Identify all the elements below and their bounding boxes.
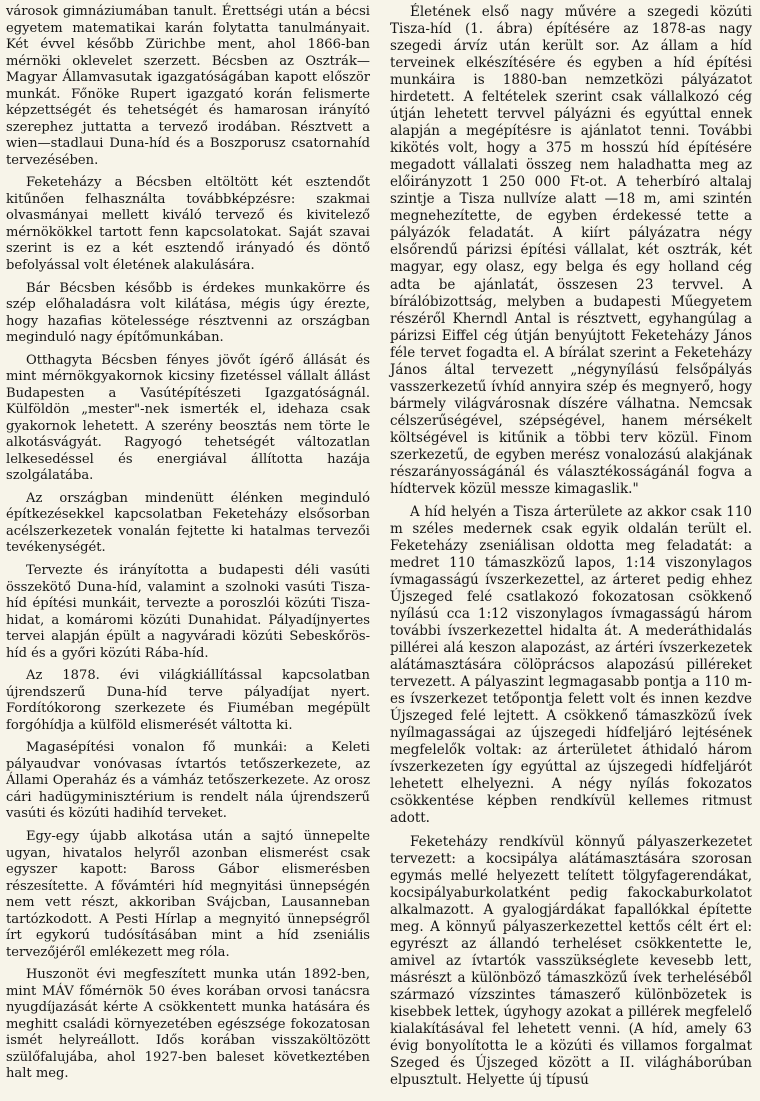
paragraph: Feketeházy rendkívül könnyű pályaszerkezetet tervezett: a kocsipálya alátámasztására szorosan egymás mellé helyezett telített tölgyfagerendákat, kocsipályaburkolatként pedig fakockaburkolatot alkalmazott. A gyalogjárdákat fapallókkal építette meg. A könnyű pályaszerkezettel kettős célt ért el: egyrészt az állandó terheléset csökkentette le, amivel az ívtartók vasszükséglete kevesebb lett, másrészt a különböző támaszközű ívek terheléséből származó vízszintes támaszerő különbözetek is kisebbek lettek, úgyhogy azokat a pillérek megfelelő kialakításával fel lehetett venni. (A híd, amely 63 évig bonyolította le a közúti és villamos forgalmat Szeged és Újszeged között a II. világháborúban elpusztult. Helyette új típusú — [390, 833, 752, 1088]
right-column — [390, 4, 752, 1095]
paragraph: Otthagyta Bécsben fényes jövőt ígérő állását és mint mérnökgyakornok kicsiny fizetéssel vállalt állást Budapesten a Vasútépítészeti Igazgatóságnál. Külföldön „mester"-nek ismerték el, idehaza csak gyakornok lehetett. A szerény beosztás nem törte le alkotásvágyát. Ragyogó tehetségét változatlan lelkesedéssel és energiával állította hazája szolgálatába. — [6, 352, 370, 484]
paragraph: Feketeházy a Bécsben eltöltött két esztendőt kitűnően felhasználta továbbképzésre: szakmai olvasmányai mellett kiváló tervező és kivitelező mérnökökkel tartott fenn kapcsolatokat. Saját szavai szerint is ez a két esztendő irányadó és döntő befolyással volt életének alakulására. — [6, 175, 370, 273]
paragraph: Az országban mindenütt élénken meginduló építkezésekkel kapcsolatban Feketeházy elsősorban acélszerkezetek vonalán fejtette ki hatalmas tervezői tevékenységét. — [6, 490, 370, 556]
paragraph: Egy-egy újabb alkotása után a sajtó ünnepelte ugyan, hivatalos helyről azonban elismerést csak egyszer kapott: Baross Gábor elismerésben részesítette. A fővámtéri híd megnyitási ünnepségén nem vett részt, akkoriban Svájcban, Lausanneban tartózkodott. A Pesti Hírlap a megnyitó ünnepségről írt egykorú tudósításában mint a híd zseniális tervezőjéről emlékezett meg róla. — [6, 828, 370, 960]
paragraph: Huszonöt évi megfeszített munka után 1892-ben, mint MÁV főmérnök 50 éves korában orvosi tanácsra nyugdíjazását kérte A csökkentett munka hatására és meghitt családi környezetében egészsége fokozatosan ismét helyreállott. Idős korában visszaköltözött szülőfalujába, ahol 1927-ben baleset következtében halt meg. — [6, 967, 370, 1082]
paragraph: Bár Bécsben később is érdekes munkakörre és szép előhaladásra volt kilátása, mégis úgy érezte, hogy hazafias kötelessége résztvenni az országban meginduló nagy építőmunkában. — [6, 280, 370, 346]
paragraph: Az 1878. évi világkiállítással kapcsolatban újrendszerű Duna-híd terve pályadíjat nyert. Fordítókorong szerkezete és Fiuméban megépült forgóhídja a külföld elismerését váltotta ki. — [6, 668, 370, 733]
paragraph: Életének első nagy művére a szegedi közúti Tisza-híd (1. ábra) építésére az 1878-as nagy szegedi árvíz után került sor. Az állam a híd terveinek elkészítésére és egyben a híd építési munkáira is 1880-ban nemzetközi pályázatot hirdetett. A feltételek szerint csak vállalkozó cég útján lehetett tervvel pályázni és egyúttal ennek alapján a megépítésre is ajánlatot tenni. További kikötés volt, hogy a 375 m hosszú híd építésére megadott vállalati összeg nem haladhatta meg az előirányzott 1 250 000 Ft-ot. A teherbíró altalaj szintje a Tisza nullvíze alatt —18 m, ami szintén megnehezítette, de egyben érdekessé tette a pályázók feladatát. A kiírt pályázatra négy elsőrendű párizsi építési vállalat, két osztrák, két magyar, egy olasz, egy belga és egy holland cég adta be ajánlatát, összesen 23 tervvel. A bírálóbizottság, melyben a budapesti Műegyetem részéről Kherndl Antal is résztvett, egyhangúlag a párizsi Eiffel cég útján benyújtott Feketeházy János féle tervet fogadta el. A bírálat szerint a Feketeházy János által tervezett „négynyílású felsőpályás vasszerkezetű ívhíd annyira szép és megnyerő, hogy bármely világvárosnak díszére válhatna. Nemcsak célszerűségével, szépségével, hanem mérsékelt költségével is kitűnik a többi terv közül. Finom szerkezetű, de egyben merész vonalozású alakjának részarányosságánál és választékosságánál fogva a hídtervek közül messze kimagaslik." — [390, 4, 752, 497]
paragraph: Tervezte és irányította a budapesti déli vasúti összekötő Duna-híd, valamint a szolnoki vasúti Tisza-híd építési munkáit, tervezte a poroszlói közúti Tisza-hidat, a komáromi közúti Dunahidat. Pályadíjnyertes tervei alapján épült a nagyváradi közúti Sebeskőrös-híd és a győri közúti Rába-híd. — [6, 563, 370, 661]
left-column — [6, 4, 370, 1089]
paragraph: A híd helyén a Tisza árterülete az akkor csak 110 m széles medernek csak egyik oldalán terült el. Feketeházy zseniálisan oldotta meg feladatát: a medret 110 támaszközű lapos, 1:14 viszonylagos ívmagasságú ívszerkezettel, az árteret pedig ehhez Újszeged felé csatlakozó fokozatosan csökkenő nyílású cca 1:12 viszonylagos ívmagasságú három további ívszerkezettel hidalta át. A mederáthidalás pillérei alá keszon alapozást, az ártéri ívszerkezetek alátámasztására cölöprácsos alapozású pilléreket tervezett. A pályaszint legmagasabb pontja a 110 m-es ívszerkezet tetőpontja felett volt és innen kezdve Újszeged felé lejtett. A csökkenő támaszközű ívek nyílmagasságai az újszegedi hídfeljáró lejtésének megfelelők voltak: az árterületet áthidaló három ívszerkezeten így egyúttal az újszegedi hídfeljárót lehetett elhelyezni. A négy nyílás fokozatos csökkentése képben rendkívül kellemes ritmust adott. — [390, 503, 752, 827]
paragraph: városok gimnáziumában tanult. Érettségi után a bécsi egyetem matematikai karán folytatta tanulmányait. Két évvel később Zürichbe ment, ahol 1866-ban mérnöki oklevelet szerzett. Bécsben az Osztrák—Magyar Államvasutak igazgatóságában kapott először munkát. Főnöke Rupert igazgató korán felismerte képzettségét és tehetségét és hamarosan irányító szerephez juttatta a tervező irodában. Résztvett a wien—stadlaui Duna-híd és a Boszporusz csatornahíd tervezésében. — [6, 4, 370, 168]
paragraph: Magasépítési vonalon fő munkái: a Keleti pályaudvar vonóvasas ívtartós tetőszerkezete, az Állami Operaház és a vámház tetőszerkezete. Az orosz cári hadügyminisztérium is rendelt nála újrendszerű vasúti és közúti hadihíd terveket. — [6, 740, 370, 822]
